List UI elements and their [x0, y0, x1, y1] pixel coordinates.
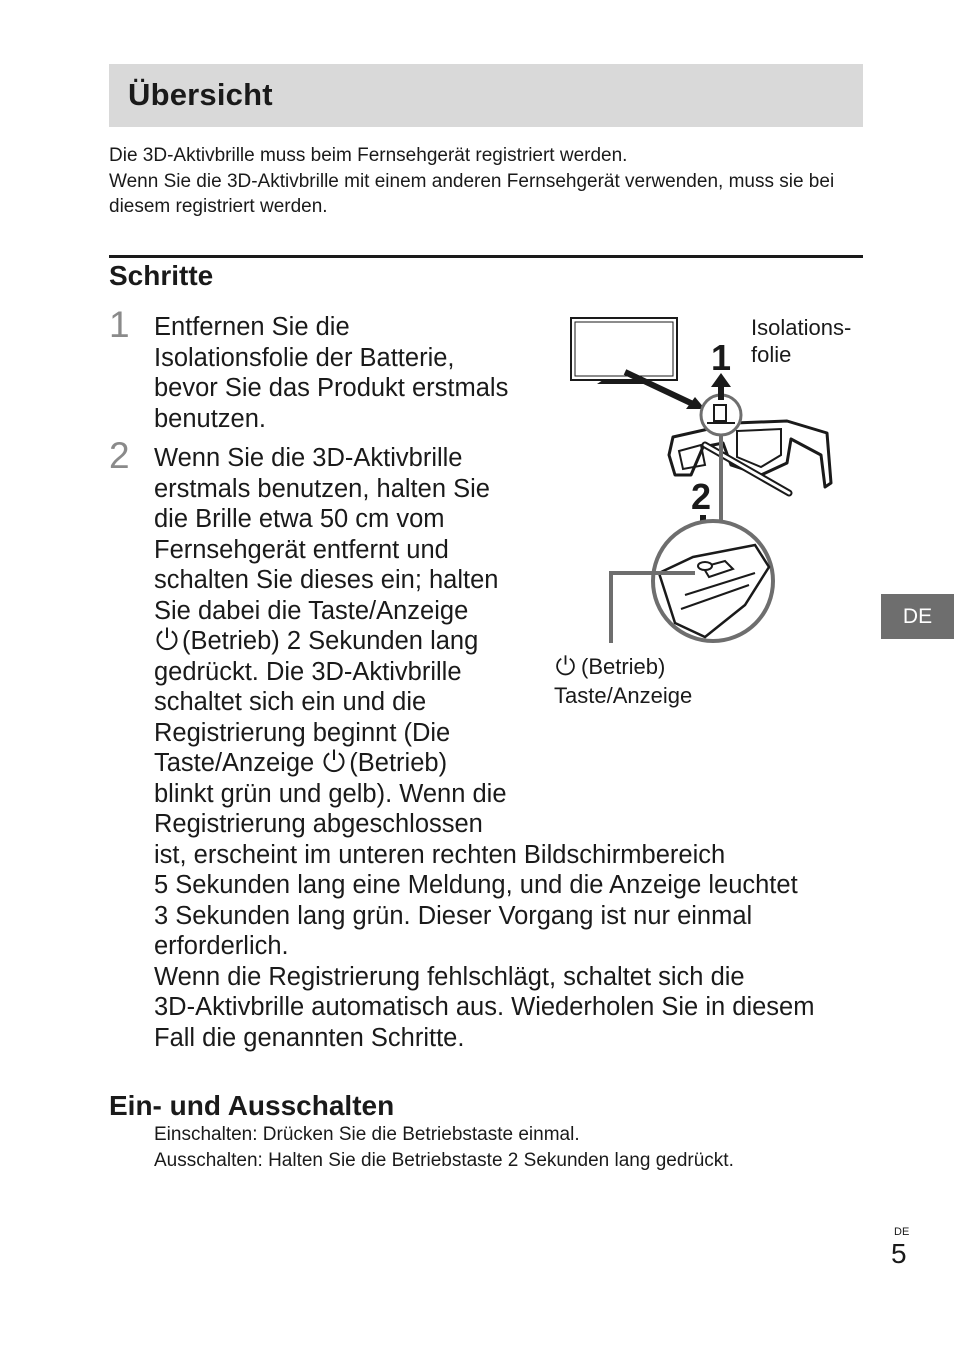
callout-2: 2	[691, 476, 712, 517]
power-icon	[554, 654, 577, 677]
step-1-line: Isolationsfolie der Batterie,	[154, 343, 455, 372]
steps-heading: Schritte	[109, 260, 214, 291]
intro-line-1: Die 3D-Aktivbrille muss beim Fernsehgerät registriert werden.	[109, 145, 628, 166]
step-1-line: benutzen.	[154, 404, 267, 433]
page-title: Übersicht	[128, 77, 273, 112]
on-off-text	[154, 1122, 854, 1174]
button-label-text: (Betrieb)	[581, 654, 666, 679]
step-2-line: die Brille etwa 50 cm vom	[154, 505, 445, 533]
callout-1: 1	[711, 337, 732, 378]
step-1-line: bevor Sie das Produkt erstmals	[154, 374, 509, 402]
button-label-line	[554, 652, 754, 681]
button-label-line: Taste/Anzeige	[554, 683, 693, 708]
step-2-line-text: (Betrieb)	[349, 749, 448, 777]
step-1-number: 1	[109, 304, 130, 345]
insulation-label	[751, 314, 871, 368]
step-2-line: Wenn die Registrierung fehlschlägt, schaltet sich die	[154, 962, 745, 991]
step-2-line: schalten Sie dieses ein; halten	[154, 566, 499, 594]
step-2-number: 2	[109, 435, 130, 476]
step-2-line: 5 Sekunden lang eine Meldung, und die Anzeige leuchtet	[154, 871, 798, 899]
off-text: Ausschalten: Halten Sie die Betriebstaste 2 Sekunden lang gedrückt.	[154, 1150, 734, 1171]
on-off-heading: Ein- und Ausschalten	[109, 1090, 395, 1121]
step-2-line: erstmals benutzen, halten Sie	[154, 474, 490, 503]
page-number: 5	[891, 1238, 907, 1269]
step-2-line: Registrierung beginnt (Die	[154, 718, 451, 747]
insulation-label-line: Isolations-	[751, 315, 852, 340]
power-icon	[154, 626, 180, 652]
language-tab: DE	[881, 594, 954, 639]
step-2-line: Sie dabei die Taste/Anzeige	[154, 596, 469, 625]
step-2-line: schaltet sich ein und die	[154, 688, 427, 716]
step-2-line: Fernsehgerät entfernt und	[154, 535, 449, 564]
button-label	[554, 652, 754, 710]
step-2-line: ist, erscheint im unteren rechten Bildschirmbereich	[154, 840, 726, 869]
step-2-line: erforderlich.	[154, 932, 289, 960]
step-2-line: Fall die genannten Schritte.	[154, 1023, 465, 1052]
page-lang: DE	[894, 1226, 910, 1238]
power-icon	[321, 748, 347, 774]
step-2-line: 3 Sekunden lang grün. Dieser Vorgang ist nur einmal	[154, 901, 753, 930]
step-2-line-text: (Betrieb) 2 Sekunden lang	[182, 627, 479, 655]
intro-text	[109, 143, 863, 220]
insulation-label-line: folie	[751, 342, 792, 367]
step-2-line: Registrierung abgeschlossen	[154, 810, 483, 838]
step-2-line: gedrückt. Die 3D-Aktivbrille	[154, 657, 462, 686]
step-2-line: blinkt grün und gelb). Wenn die	[154, 779, 507, 808]
on-text: Einschalten: Drücken Sie die Betriebstaste einmal.	[154, 1124, 580, 1145]
step-1-text	[154, 312, 534, 434]
tv-icon	[571, 318, 677, 384]
title-band	[109, 64, 863, 127]
step-2-line	[154, 748, 864, 779]
intro-line-2: Wenn Sie die 3D-Aktivbrille mit einem anderen Fernsehgerät verwenden, muss sie bei diesem registriert werden.	[109, 170, 835, 217]
button-closeup	[653, 521, 773, 641]
step-2-line: 3D-Aktivbrille automatisch aus. Wiederholen Sie in diesem	[154, 993, 815, 1021]
step-1-line: Entfernen Sie die	[154, 313, 350, 341]
step-2-line: Wenn Sie die 3D-Aktivbrille	[154, 444, 463, 472]
section-divider	[109, 255, 863, 258]
step-2-line-text: Taste/Anzeige	[154, 749, 322, 777]
